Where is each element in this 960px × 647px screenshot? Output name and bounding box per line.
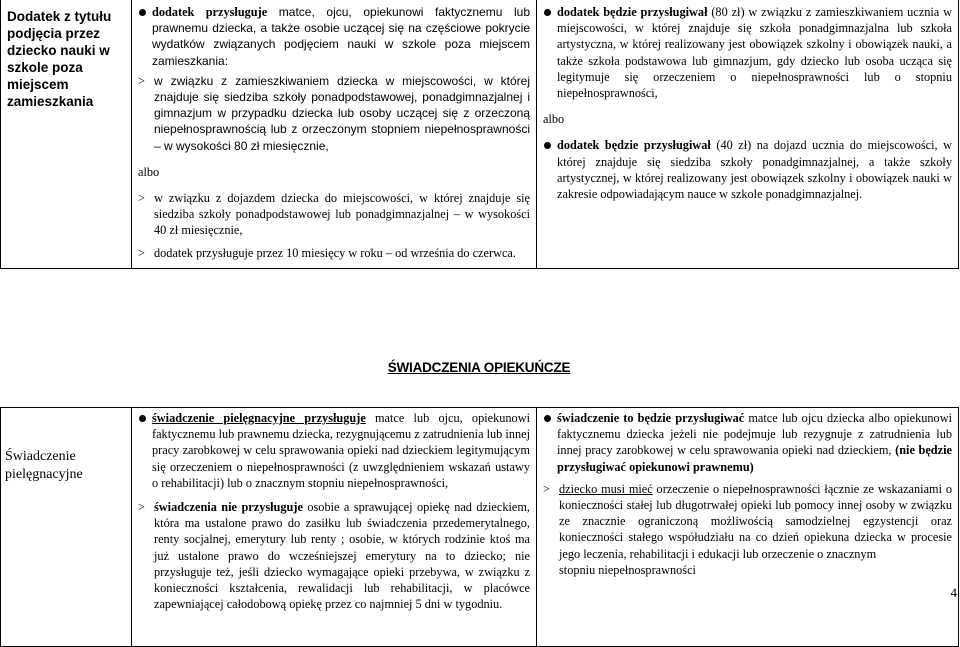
current-rules-cell	[132, 0, 537, 269]
arrow-marker: >	[138, 500, 145, 515]
arrow-marker: >	[138, 245, 145, 260]
arrow-marker: >	[138, 73, 145, 88]
arrow-item	[138, 190, 530, 239]
arrow-text: w związku z zamieszkiwaniem dziecka w miejscowości, w której znajduje się siedziba szkoły ponadpodstawowej, ponadgimnazjalnej i gimnazjum w przypadku dziecka lub osoby uczącej się z orzeczoną niepełnosprawnością lub z orzeczonym stopniem niepełnosprawności – w wysokości 80 zł miesięcznie,	[154, 73, 530, 153]
bold-phrase: świadczenie to będzie przysługiwać	[557, 411, 745, 425]
arrow-item	[138, 245, 530, 261]
underlined-phrase: dziecko musi mieć	[559, 481, 653, 496]
bullet-text: matce lub ojcu, opiekunowi faktycznemu lub prawnemu dziecka, rezygnującemu z zatrudnienia lub innej pracy zarobkowej w celu sprawowania opieki nad dzieckiem legitymującym się orzeczeniem o niepełnosprawności (z uwzględnieniem wskazań ustawy o rehabilitacji) lub o znacznym stopniu niepełnosprawności,	[152, 411, 530, 490]
arrow-text: dodatek przysługuje przez 10 miesięcy w roku – od września do czerwca.	[154, 245, 516, 260]
bullet-text: (40 zł) na dojazd ucznia do miejscowości, w której znajduje się siedziba szkoły ponadgimnazjalnej, a także szkoły artystycznej, w której realizowany jest obowiązek szkolny i obowiązek nauki w zakresie odpowiadającym nauce w szkole ponadgimnazjalnej.	[557, 138, 952, 202]
arrow-item	[138, 73, 530, 154]
table-swiadczenia	[0, 407, 959, 647]
bullet-text: (80 zł) w związku z zamieszkiwaniem ucznia w miejscowości, w której znajduje się szkoła ponadgimnazjalna lub szkoła artystyczna, w której realizowany jest obowiązek szkolny i obowiązek nauki, a także szkoła podstawowa lub gimnazjum, gdy dziecko lub osoba ucząca się legitymuje się orzeczeniem o niepełnosprawności lub o stopniu niepełnosprawności,	[557, 5, 952, 101]
section-title: ŚWIADCZENIA OPIEKUŃCZE	[387, 360, 571, 375]
bold-phrase: świadczenie pielęgnacyjne przysługuje	[152, 411, 366, 425]
bullet-item	[543, 410, 952, 475]
arrow-marker: >	[543, 481, 550, 496]
bullet-item	[543, 137, 952, 202]
bold-phrase: (nie będzie przysługiwać opiekunowi prawnemu)	[557, 443, 952, 474]
bullet-item	[138, 4, 530, 69]
arrow-item	[543, 481, 952, 578]
bold-phrase: dodatek będzie przysługiwał	[557, 138, 711, 153]
bullet-text: matce lub ojcu dziecka albo opiekunowi faktycznemu dziecka jeżeli nie podejmuje lub rezygnuje z zatrudnienia lub innej pracy zarobkowej w celu sprawowania opieki nad dzieckiem,	[557, 411, 952, 458]
arrow-text-end: stopniu niepełnosprawności	[559, 562, 696, 577]
row-header-dodatek	[1, 0, 132, 269]
bold-phrase: dodatek będzie przysługiwał	[557, 5, 708, 19]
bullet-item	[138, 410, 530, 491]
bold-phrase: dodatek przysługuje	[152, 5, 268, 19]
albo-label: albo	[543, 112, 565, 127]
row-header-dodatek-text: Dodatek z tytułu podjęcia przez dziecko nauki w szkole poza miejscem zamieszkania	[7, 9, 112, 109]
albo-label: albo	[138, 164, 160, 179]
arrow-text: orzeczenie o niepełnosprawności łącznie ze wskazaniami o konieczności stałej lub długotrwałej opieki lub pomocy innej osoby w związku ze znacznie ograniczoną możliwością samodzielnej egzystencji oraz konieczności stałego współudziału na co dzień opiekuna dziecka w procesie jego leczenia, rehabilitacji i edukacji lub orzeczenie o znacznym	[559, 481, 952, 561]
row-header-swiadczenie-text: Świadczenie pielęgnacyjne	[5, 449, 83, 482]
new-rules-cell	[537, 408, 959, 647]
bold-phrase: świadczenia nie przysługuje	[154, 500, 303, 515]
table-dodatek	[0, 0, 959, 269]
bullet-text: matce, ojcu, opiekunowi faktycznemu lub prawnemu dziecka, a także osobie uczącej się na częściowe pokrycie wydatków związanych podjęciem nauki w szkole poza miejscem zamieszkania:	[152, 5, 530, 68]
row-header-swiadczenie	[1, 408, 132, 647]
arrow-text: osobie a sprawującej opiekę nad dzieckiem, która ma ustalone prawo do zasiłku lub świadczenia przedemerytalnego, renty socjalnej, emerytury lub renty ; osobie, w których rodzinie ktoś ma już ustalone prawo do wcześniejszej emerytury na to dziecko; nie przysługuje też, jeśli dziecko wymagające opieki przebywa, w związku z konieczności kształcenia, rewalidacji lub rehabilitacji, w placówce zapewniającej całodobową opiekę przez co najmniej 5 dni w tygodniu.	[154, 500, 530, 612]
arrow-text: w związku z dojazdem dziecka do miejscowości, w której znajduje się siedziba szkoły ponadpodstawowej lub ponadgimnazjalnej – w wysokości 40 zł miesięcznie,	[154, 191, 530, 238]
new-rules-cell	[537, 0, 959, 269]
arrow-item	[138, 499, 530, 612]
page-number: 4	[950, 585, 957, 600]
bullet-item	[543, 4, 952, 101]
arrow-marker: >	[138, 191, 145, 206]
current-rules-cell	[132, 408, 537, 647]
